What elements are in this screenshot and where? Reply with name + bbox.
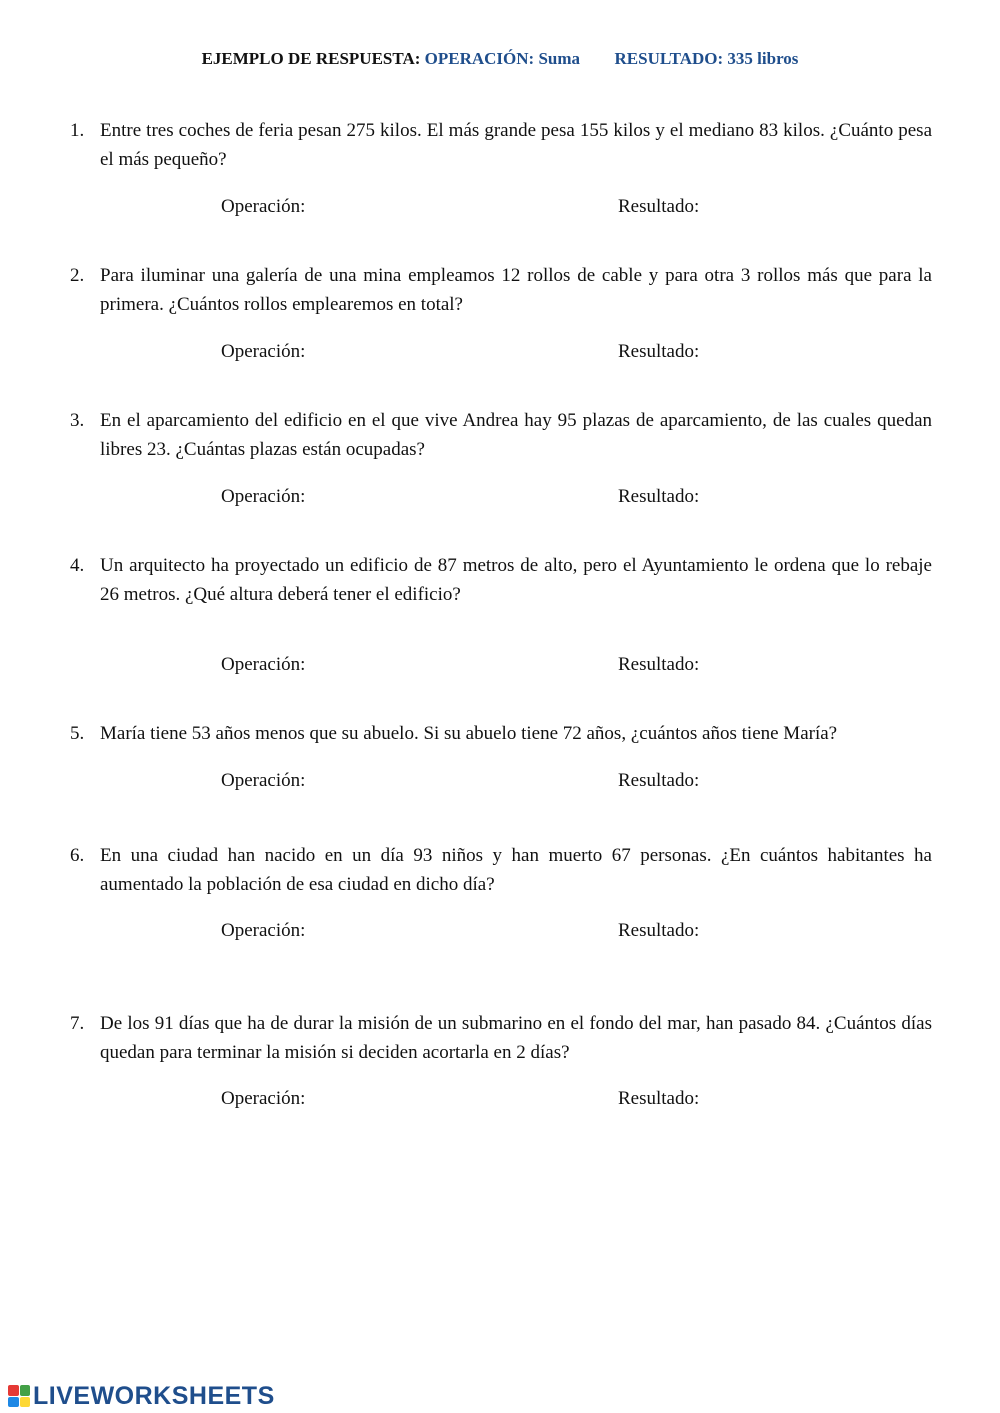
example-label: EJEMPLO DE RESPUESTA <box>201 49 415 68</box>
problem-3 <box>70 406 932 464</box>
result-label[interactable]: Resultado: <box>618 196 700 217</box>
problem-text: María tiene 53 años menos que su abuelo. Si su abuelo tiene 72 años, ¿cuántos años tiene María? <box>100 723 838 744</box>
problem-number: 2. <box>70 265 85 286</box>
result-label[interactable]: Resultado: <box>618 486 700 507</box>
problem-number: 7. <box>70 1013 85 1034</box>
problem-number: 3. <box>70 410 85 431</box>
problem-text: Para iluminar una galería de una mina empleamos 12 rollos de cable y para otra 3 rollos más que para la primera. ¿Cuántos rollos emplearemos en total? <box>100 265 932 315</box>
problem-text: Entre tres coches de feria pesan 275 kilos. El más grande pesa 155 kilos y el mediano 83 kilos. ¿Cuánto pesa el más pequeño? <box>100 120 932 170</box>
problem-7 <box>70 1009 932 1067</box>
problem-text: En el aparcamiento del edificio en el que vive Andrea hay 95 plazas de aparcamiento, de las cuales quedan libres 23. ¿Cuántas plazas están ocupadas? <box>100 410 932 460</box>
problem-2 <box>70 261 932 319</box>
problem-number: 5. <box>70 723 85 744</box>
problem-4 <box>70 551 932 609</box>
problem-text: En una ciudad han nacido en un día 93 niños y han muerto 67 personas. ¿En cuántos habitantes ha aumentado la población de esa ciudad en dicho día? <box>100 845 932 895</box>
result-label[interactable]: Resultado: <box>618 654 700 675</box>
example-colon: : <box>414 49 421 68</box>
operation-label[interactable]: Operación: <box>221 654 306 675</box>
liveworksheets-logo[interactable] <box>8 1381 275 1411</box>
problem-text: De los 91 días que ha de durar la misión de un submarino en el fondo del mar, han pasado 84. ¿Cuántos días quedan para terminar la misión si deciden acortarla en 2 días? <box>100 1013 932 1063</box>
result-label[interactable]: Resultado: <box>618 920 700 941</box>
operation-label[interactable]: Operación: <box>221 770 306 791</box>
result-label[interactable]: Resultado: <box>618 770 700 791</box>
problem-number: 1. <box>70 120 85 141</box>
operation-label[interactable]: Operación: <box>221 920 306 941</box>
problem-text: Un arquitecto ha proyectado un edificio de 87 metros de alto, pero el Ayuntamiento le ordena que lo rebaje 26 metros. ¿Qué altura deberá tener el edificio? <box>100 555 932 605</box>
operation-label[interactable]: Operación: <box>221 1088 306 1109</box>
result-label[interactable]: Resultado: <box>618 341 700 362</box>
problem-number: 4. <box>70 555 85 576</box>
operation-label[interactable]: Operación: <box>221 341 306 362</box>
operation-label[interactable]: Operación: <box>221 196 306 217</box>
example-operation: OPERACIÓN: Suma <box>424 49 581 68</box>
example-answer-header <box>0 49 1000 69</box>
logo-text: LIVEWORKSHEETS <box>33 1381 275 1410</box>
operation-label[interactable]: Operación: <box>221 486 306 507</box>
liveworksheets-logo-icon <box>8 1385 30 1407</box>
example-result: RESULTADO: 335 libros <box>614 49 799 68</box>
problem-number: 6. <box>70 845 85 866</box>
problem-5 <box>70 719 932 748</box>
problem-1 <box>70 116 932 174</box>
problem-6 <box>70 841 932 899</box>
result-label[interactable]: Resultado: <box>618 1088 700 1109</box>
